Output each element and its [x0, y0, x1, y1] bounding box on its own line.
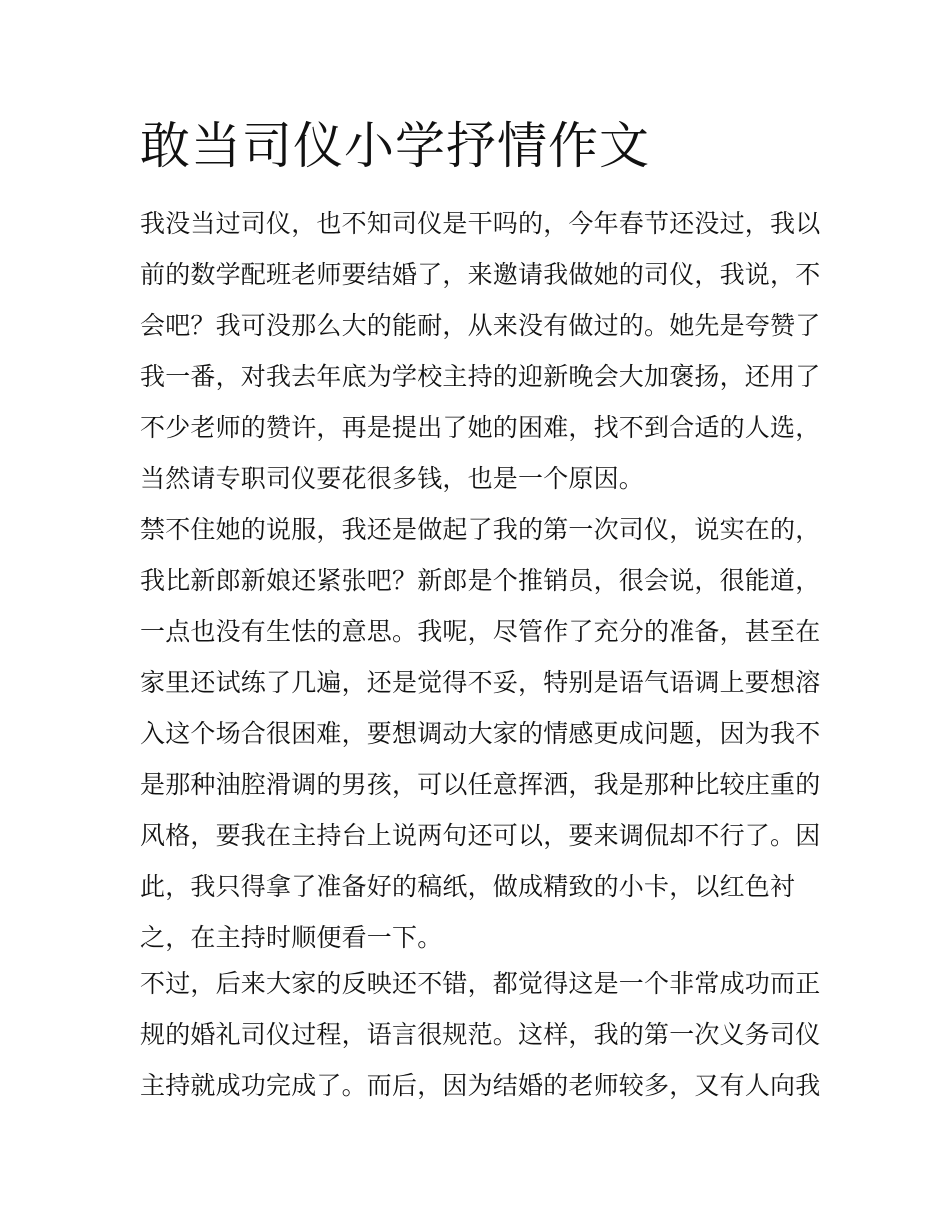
- text-line: 我没当过司仪，也不知司仪是干吗的，今年春节还没过，我以: [140, 209, 821, 238]
- text-line: 入这个场合很困难，要想调动大家的情感更成问题，因为我不: [140, 719, 821, 748]
- text-line: 是那种油腔滑调的男孩，可以任意挥洒，我是那种比较庄重的: [140, 770, 821, 799]
- text-line: 此，我只得拿了准备好的稿纸，做成精致的小卡，以红色衬: [140, 872, 796, 901]
- text-line: 禁不住她的说服，我还是做起了我的第一次司仪，说实在的，: [140, 515, 821, 544]
- text-line: 规的婚礼司仪过程，语言很规范。这样，我的第一次义务司仪: [140, 1020, 821, 1049]
- text-line: 我一番，对我去年底为学校主持的迎新晚会大加褒扬，还用了: [140, 362, 821, 391]
- text-line: 家里还试练了几遍，还是觉得不妥，特别是语气语调上要想溶: [140, 668, 821, 697]
- text-line: 前的数学配班老师要结婚了，来邀请我做她的司仪，我说，不: [140, 260, 821, 289]
- text-line: 不少老师的赞许，再是提出了她的困难，找不到合适的人选，: [140, 413, 821, 442]
- text-line: 主持就成功完成了。而后，因为结婚的老师较多，又有人向我: [140, 1071, 821, 1100]
- text-line: 风格，要我在主持台上说两句还可以，要来调侃却不行了。因: [140, 821, 821, 850]
- text-line: 我比新郎新娘还紧张吧？新郎是个推销员，很会说，很能道，: [140, 566, 821, 595]
- text-line: 会吧？我可没那么大的能耐，从来没有做过的。她先是夸赞了: [140, 311, 821, 340]
- text-line: 之，在主持时顺便看一下。: [140, 923, 443, 952]
- text-line: 当然请专职司仪要花很多钱，也是一个原因。: [140, 464, 645, 493]
- page-title: 敢当司仪小学抒情作文: [140, 117, 650, 175]
- text-line: 一点也没有生怯的意思。我呢，尽管作了充分的准备，甚至在: [140, 617, 821, 646]
- text-line: 不过，后来大家的反映还不错，都觉得这是一个非常成功而正: [140, 969, 821, 998]
